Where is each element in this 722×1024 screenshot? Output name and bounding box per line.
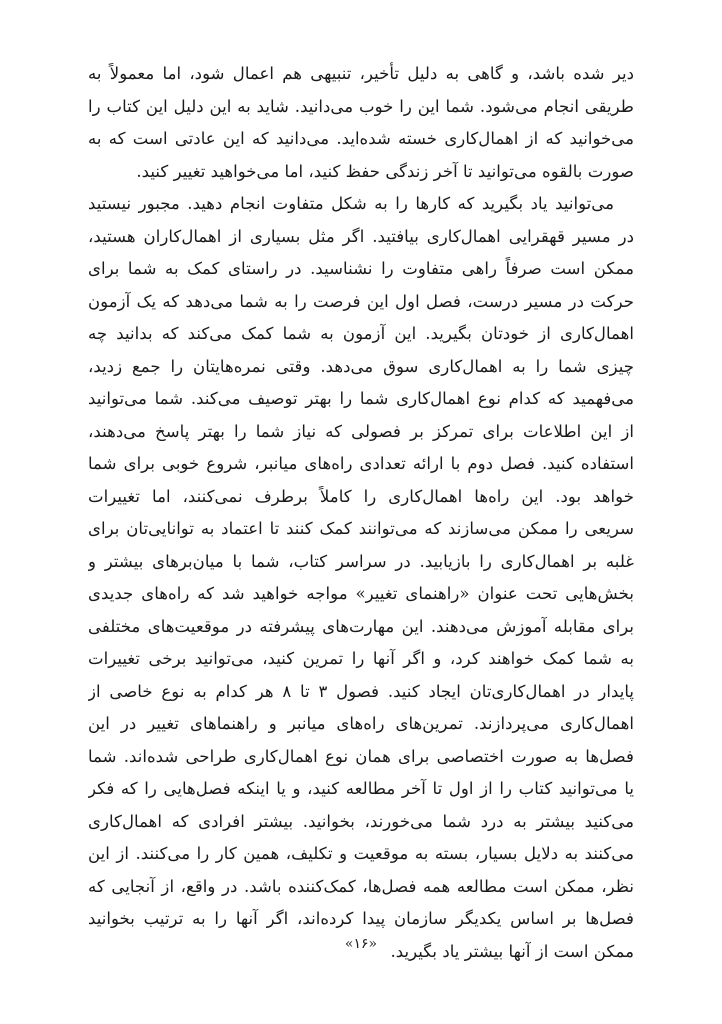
text-line: سریعی را ممکن می‌سازند که می‌توانند کمک کنند تا اعتماد به توانایی‌تان برای [88, 519, 634, 538]
text-line: اهمال‌کاری از خودتان بگیرید. این آزمون به شما کمک می‌کند که بدانید چه [88, 324, 634, 343]
text-line: از این اطلاعات برای تمرکز بر فصولی که نیاز شما را بهتر پاسخ می‌دهند، [88, 421, 634, 441]
text-line: اهمال‌کاری می‌پردازند. تمرین‌های راه‌های میانبر و راهنماهای تغییر در این [88, 714, 634, 733]
text-line: در مسیر قهقرایی اهمال‌کاری بیافتید. اگر مثل بسیاری از اهمال‌کاران هستید، [88, 226, 634, 246]
text-line: ممکن است از آنها بیشتر یاد بگیرید. [390, 941, 634, 961]
text-line: فصل‌ها به صورت اختصاصی برای همان نوع اهمال‌کاری طراحی شده‌اند. شما [88, 746, 634, 766]
text-line: دیر شده باشد، و گاهی به دلیل تأخیر، تنبیهی هم اعمال شود، اما معمولاً به [88, 64, 634, 83]
text-line: می‌خوانید که از اهمال‌کاری خسته شده‌اید. می‌دانید که این عادتی است که به [88, 129, 634, 148]
text-line: می‌کنند به دلایل بسیار، بسته به موقعیت و تکلیف، همین کار را می‌کنند. از این [88, 844, 634, 863]
text-line: استفاده کنید. فصل دوم با ارائه تعدادی راه‌های میانبر، شروع خوبی برای شما [88, 454, 634, 473]
text-line: بخش‌هایی تحت عنوان «راهنمای تغییر» مواجه خواهید شد که راه‌های جدیدی [88, 584, 634, 603]
text-line: ممکن است صرفاً راهی متفاوت را نشناسید. در راستای کمک به شما برای [88, 259, 634, 278]
text-line: فصل‌ها بر اساس یکدیگر سازمان پیدا کرده‌اند، اگر آنها را به ترتیب بخوانید [88, 909, 634, 928]
text-line: می‌فهمید که کدام نوع اهمال‌کاری شما را بهتر توصیف می‌کند. شما می‌توانید [88, 389, 634, 408]
text-line: غلبه بر اهمال‌کاری را بازیابید. در سراسر کتاب، شما با میان‌برهای بیشتر و [88, 551, 634, 571]
text-line: برای مقابله آموزش می‌دهند. این مهارت‌های پیشرفته در موقعیت‌های مختلفی [88, 616, 634, 636]
text-line: نظر، ممکن است مطالعه همه فصل‌ها، کمک‌کننده باشد. در واقع، از آنجایی که [88, 876, 634, 896]
paragraph [88, 188, 634, 968]
text-line: طریقی انجام می‌شود. شما این را خوب می‌دانید. شاید به این دلیل این کتاب را [88, 96, 634, 116]
page-body [88, 58, 634, 968]
page-number: «۱۶» [344, 936, 378, 952]
text-line: می‌کنید بیشتر به درد شما می‌خورند، بخوانید. بیشتر افرادی که اهمال‌کاری [88, 811, 634, 831]
text-line: چیزی شما را به اهمال‌کاری سوق می‌دهد. وقتی نمره‌هایتان را جمع زدید، [88, 356, 634, 376]
text-line: حرکت در مسیر درست، فصل اول این فرصت را به شما می‌دهد که یک آزمون [88, 291, 634, 311]
text-line: صورت بالقوه می‌توانید تا آخر زندگی حفظ کنید، اما می‌خواهید تغییر کنید. [136, 161, 634, 181]
text-line: می‌توانید یاد بگیرید که کارها را به شکل متفاوت انجام دهید. مجبور نیستید [88, 194, 614, 213]
paragraph [88, 58, 634, 188]
text-line: پایدار در اهمال‌کاری‌تان ایجاد کنید. فصول ۳ تا ۸ هر کدام به نوع خاصی از [88, 681, 634, 701]
text-line: یا می‌توانید کتاب را از اول تا آخر مطالعه کنید، و یا اینکه فصل‌هایی را که فکر [88, 779, 634, 798]
text-line: خواهد بود. این راه‌ها اهمال‌کاری را کاملاً برطرف نمی‌کنند، اما تغییرات [88, 486, 634, 506]
text-line: به شما کمک خواهند کرد، و اگر آنها را تمرین کنید، می‌توانید برخی تغییرات [88, 649, 634, 668]
